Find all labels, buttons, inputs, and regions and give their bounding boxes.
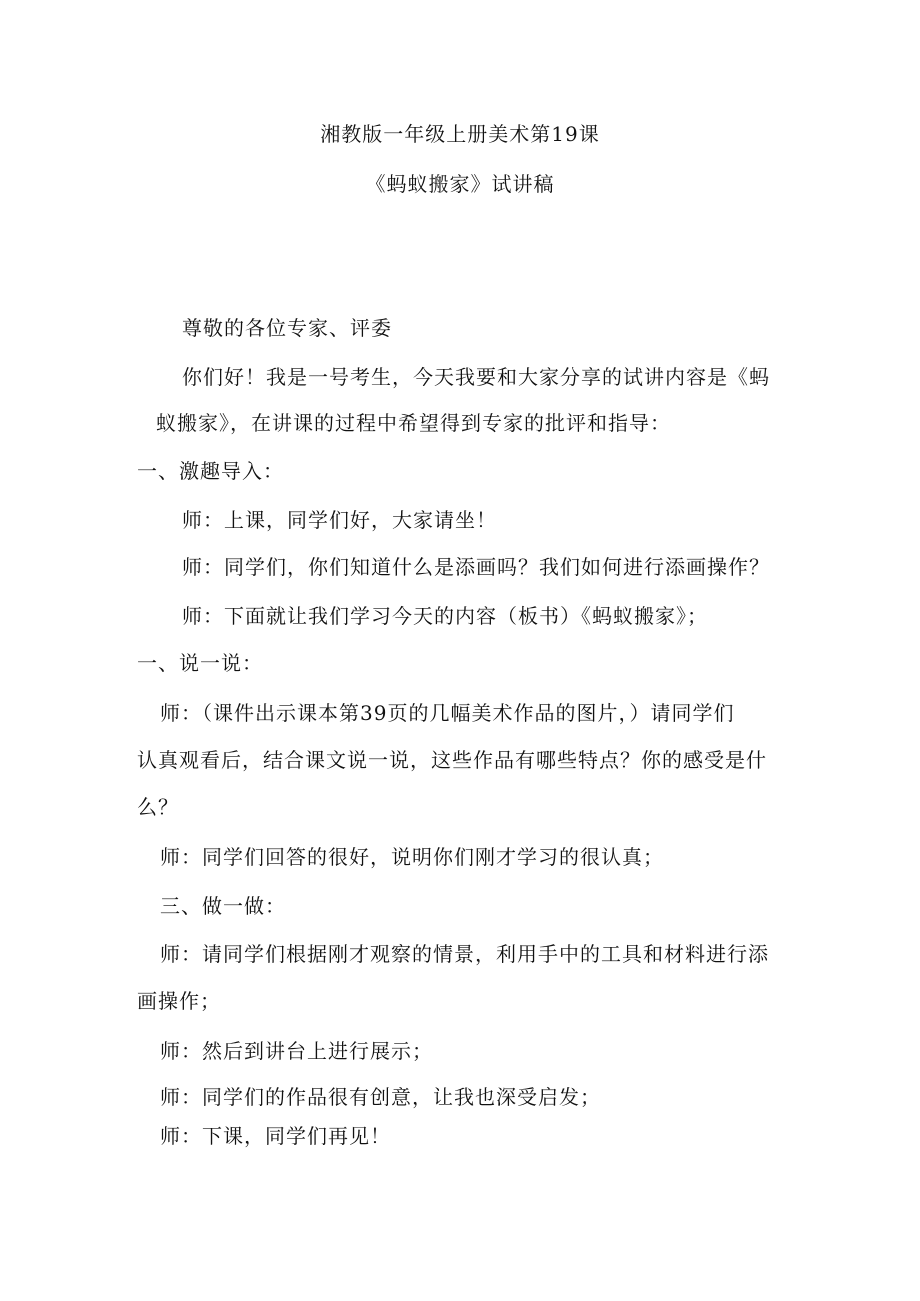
teacher-line: 师：请同学们根据刚才观察的情景，利用手中的工具和材料进行添: [160, 942, 769, 966]
teacher-line: 师：同学们的作品很有创意，让我也深受启发；: [160, 1085, 601, 1109]
teacher-line: 师：下面就让我们学习今天的内容（板书）《蚂蚁搬家》；: [182, 604, 708, 628]
teacher-line: 师：（课件出示课本第39页的几幅美术作品的图片，）请同学们: [160, 701, 735, 725]
teacher-line: 师：下课，同学们再见！: [160, 1124, 391, 1148]
section-heading-1: 一、激趣导入：: [137, 459, 284, 483]
teacher-line: 师：然后到讲台上进行展示；: [160, 1039, 433, 1063]
teacher-line-continued: 认真观看后，结合课文说一说，这些作品有哪些特点？你的感受是什: [137, 748, 767, 772]
teacher-line: 师：上课，同学们好，大家请坐！: [182, 508, 497, 532]
teacher-line: 师：同学们，你们知道什么是添画吗？我们如何进行添画操作？: [182, 555, 770, 579]
intro-line-1: 你们好！我是一号考生，今天我要和大家分享的试讲内容是《蚂: [182, 365, 770, 389]
teacher-line-continued: 么？: [137, 795, 179, 819]
section-heading-2: 一、说一说：: [137, 651, 263, 675]
intro-line-2: 蚁搬家》，在讲课的过程中希望得到专家的批评和指导：: [156, 411, 671, 435]
salutation: 尊敬的各位专家、评委: [182, 316, 392, 340]
teacher-line: 师：同学们回答的很好，说明你们刚才学习的很认真；: [160, 845, 664, 869]
teacher-line-continued: 画操作；: [137, 989, 221, 1013]
document-title: 湘教版一年级上册美术第19课: [320, 122, 600, 146]
document-subtitle: 《蚂蚁搬家》试讲稿: [365, 172, 555, 196]
section-heading-3: 三、做一做：: [160, 894, 286, 918]
